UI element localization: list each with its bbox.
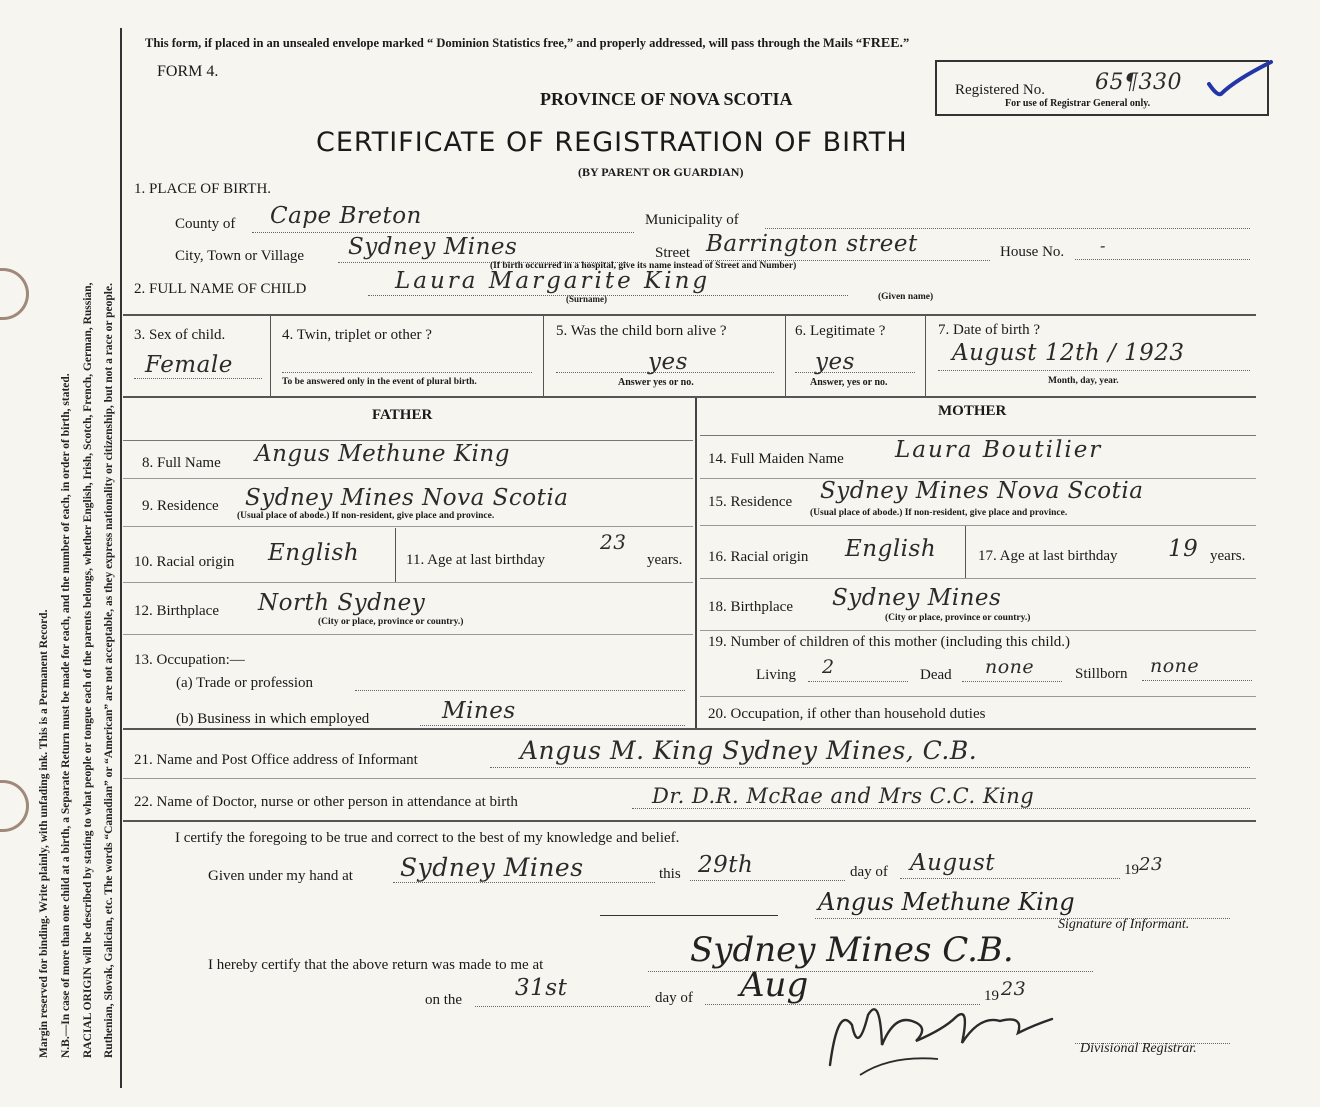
doctor-label: 22. Name of Doctor, nurse or other person in attendance at birth bbox=[134, 794, 518, 810]
doctor-value[interactable]: Dr. D.R. McRae and Mrs C.C. King bbox=[652, 784, 1035, 808]
registrar-month-value[interactable]: Aug bbox=[740, 965, 809, 1005]
registrar-day-of-label: day of bbox=[655, 990, 693, 1006]
place-of-birth-label: 1. PLACE OF BIRTH. bbox=[134, 181, 272, 197]
sex-value[interactable]: Female bbox=[145, 352, 233, 378]
living-label: Living bbox=[756, 667, 796, 683]
occupation-label: 13. Occupation:— bbox=[134, 652, 245, 668]
given-year-prefix: 19 bbox=[1124, 862, 1139, 878]
mail-notice bbox=[145, 36, 909, 52]
dead-label: Dead bbox=[920, 667, 952, 683]
street-label: Street bbox=[655, 245, 690, 261]
legitimate-value[interactable]: yes bbox=[815, 349, 855, 375]
margin-instruction: N.B.—In case of more than one child at a birth, a Separate Return must be made for each, and the number of each, in order of birth, stated. bbox=[60, 373, 72, 1058]
father-age-label: 11. Age at last birthday bbox=[406, 552, 545, 568]
father-heading: FATHER bbox=[372, 407, 433, 423]
father-residence-value[interactable]: Sydney Mines Nova Scotia bbox=[245, 485, 569, 511]
given-place-value[interactable]: Sydney Mines bbox=[400, 853, 584, 882]
father-birthplace-value[interactable]: North Sydney bbox=[258, 590, 426, 616]
province-heading: PROVINCE OF NOVA SCOTIA bbox=[540, 89, 793, 109]
father-age-value[interactable]: 23 bbox=[600, 530, 627, 554]
father-birthplace-note: (City or place, province or country.) bbox=[318, 617, 464, 627]
mail-notice-end: ” bbox=[903, 36, 910, 50]
father-residence-label: 9. Residence bbox=[142, 498, 219, 514]
registrar-use-note: For use of Registrar General only. bbox=[1005, 98, 1151, 109]
dob-label: 7. Date of birth ? bbox=[938, 322, 1041, 338]
mother-occupation-label: 20. Occupation, if other than household duties bbox=[708, 706, 986, 722]
registrar-statement: I hereby certify that the above return was made to me at bbox=[208, 957, 544, 973]
business-label: (b) Business in which employed bbox=[176, 711, 370, 727]
alive-value[interactable]: yes bbox=[648, 349, 688, 375]
page-subtitle: (BY PARENT OR GUARDIAN) bbox=[578, 165, 744, 179]
mail-notice-free: FREE. bbox=[862, 36, 904, 51]
mother-heading: MOTHER bbox=[938, 403, 1007, 419]
trade-label: (a) Trade or profession bbox=[176, 675, 314, 691]
father-birthplace-label: 12. Birthplace bbox=[134, 603, 219, 619]
binding-hole bbox=[0, 268, 29, 320]
mail-notice-text: This form, if placed in an unsealed envelope marked “ Dominion Statistics free,” and properly addressed, will pass through the Mails “ bbox=[145, 36, 863, 50]
dob-note: Month, day, year. bbox=[1048, 376, 1119, 386]
mother-name-label: 14. Full Maiden Name bbox=[708, 451, 844, 467]
margin-instruction: Margin reserved for binding. Write plainly, with unfading ink. This is a Permanent Record. bbox=[38, 609, 50, 1058]
mother-residence-label: 15. Residence bbox=[708, 494, 793, 510]
registrar-place-value[interactable]: Sydney Mines C.B. bbox=[690, 930, 1014, 970]
informant-label: 21. Name and Post Office address of Informant bbox=[134, 752, 418, 768]
stillborn-label: Stillborn bbox=[1075, 666, 1128, 682]
form-border bbox=[120, 28, 122, 1088]
informant-value[interactable]: Angus M. King Sydney Mines, C.B. bbox=[520, 736, 978, 765]
sex-label: 3. Sex of child. bbox=[134, 327, 226, 343]
form-number: FORM 4. bbox=[157, 63, 219, 80]
registered-number: 65¶330 bbox=[1095, 70, 1182, 95]
father-name-label: 8. Full Name bbox=[142, 455, 221, 471]
father-name-value[interactable]: Angus Methune King bbox=[255, 441, 510, 467]
mother-age-unit: years. bbox=[1210, 548, 1246, 564]
surname-note: (Surname) bbox=[566, 294, 607, 304]
stillborn-value[interactable]: none bbox=[1150, 655, 1200, 677]
margin-instruction: RACIAL ORIGIN will be described by stating to what people or tongue each of the parents belongs, whether English, Irish, Scotch, French, German, Russian, bbox=[82, 282, 94, 1058]
legitimate-note: Answer, yes or no. bbox=[810, 377, 888, 388]
county-value[interactable]: Cape Breton bbox=[270, 203, 422, 229]
legitimate-label: 6. Legitimate ? bbox=[795, 323, 886, 339]
county-label: County of bbox=[175, 216, 236, 232]
business-value[interactable]: Mines bbox=[442, 698, 516, 724]
registrar-signature bbox=[820, 985, 1060, 1080]
mother-age-value[interactable]: 19 bbox=[1168, 536, 1199, 562]
alive-note: Answer yes or no. bbox=[618, 377, 694, 388]
house-value[interactable]: - bbox=[1100, 236, 1106, 255]
registered-label: Registered No. bbox=[955, 82, 1045, 98]
given-under-label: Given under my hand at bbox=[208, 868, 353, 884]
given-year-value[interactable]: 23 bbox=[1139, 854, 1163, 875]
margin-instruction: Ruthenian, Slovak, Galician, etc. The words “Canadian” or “American” are not acceptable, as they express nationality or citizenship, but not a race or people. bbox=[103, 283, 115, 1058]
page-title: CERTIFICATE OF REGISTRATION OF BIRTH bbox=[316, 127, 908, 158]
alive-label: 5. Was the child born alive ? bbox=[556, 323, 727, 339]
city-label: City, Town or Village bbox=[175, 248, 305, 264]
living-value[interactable]: 2 bbox=[822, 656, 835, 678]
municipality-label: Municipality of bbox=[645, 212, 739, 228]
father-racial-value[interactable]: English bbox=[268, 540, 360, 566]
child-name-value[interactable]: Laura Margarite King bbox=[395, 268, 711, 294]
informant-signature: Angus Methune King bbox=[818, 888, 1075, 916]
mother-birthplace-note: (City or place, province or country.) bbox=[885, 613, 1031, 623]
children-count-label: 19. Number of children of this mother (including this child.) bbox=[708, 634, 1071, 650]
child-name-label: 2. FULL NAME OF CHILD bbox=[134, 281, 307, 297]
registrar-year-value[interactable]: 23 bbox=[1001, 978, 1027, 1000]
father-age-unit: years. bbox=[647, 552, 683, 568]
registrar-year-prefix: 19 bbox=[984, 988, 999, 1004]
on-the-label: on the bbox=[425, 992, 463, 1008]
mother-racial-value[interactable]: English bbox=[845, 536, 937, 562]
hospital-note: (If birth occurred in a hospital, give its name instead of Street and Number) bbox=[490, 261, 797, 271]
certify-statement: I certify the foregoing to be true and correct to the best of my knowledge and belief. bbox=[175, 830, 680, 846]
given-day-value[interactable]: 29th bbox=[698, 852, 754, 878]
father-residence-note: (Usual place of abode.) If non-resident, give place and province. bbox=[237, 511, 495, 521]
city-value[interactable]: Sydney Mines bbox=[348, 234, 518, 260]
twin-note: To be answered only in the event of plural birth. bbox=[282, 377, 477, 387]
street-value[interactable]: Barrington street bbox=[706, 231, 918, 257]
mother-birthplace-value[interactable]: Sydney Mines bbox=[832, 585, 1002, 611]
informant-signature-caption: Signature of Informant. bbox=[1058, 917, 1190, 932]
mother-racial-label: 16. Racial origin bbox=[708, 549, 809, 565]
given-day-of-label: day of bbox=[850, 864, 888, 880]
mother-residence-value[interactable]: Sydney Mines Nova Scotia bbox=[820, 478, 1144, 504]
dead-value[interactable]: none bbox=[985, 656, 1035, 678]
this-label: this bbox=[659, 866, 681, 882]
father-racial-label: 10. Racial origin bbox=[134, 554, 235, 570]
binding-hole bbox=[0, 780, 29, 832]
mother-birthplace-label: 18. Birthplace bbox=[708, 599, 793, 615]
twin-label: 4. Twin, triplet or other ? bbox=[282, 327, 432, 343]
registrar-day-value[interactable]: 31st bbox=[515, 975, 568, 1001]
check-mark-icon bbox=[1205, 58, 1275, 102]
mother-residence-note: (Usual place of abode.) If non-resident, give place and province. bbox=[810, 508, 1068, 518]
given-name-note: (Given name) bbox=[878, 292, 934, 302]
house-label: House No. bbox=[1000, 244, 1065, 260]
dob-value[interactable]: August 12th / 1923 bbox=[952, 340, 1185, 366]
registrar-signature-caption: Divisional Registrar. bbox=[1080, 1041, 1197, 1056]
given-month-value[interactable]: August bbox=[910, 850, 996, 876]
mother-name-value[interactable]: Laura Boutilier bbox=[895, 437, 1103, 463]
mother-age-label: 17. Age at last birthday bbox=[978, 548, 1118, 564]
